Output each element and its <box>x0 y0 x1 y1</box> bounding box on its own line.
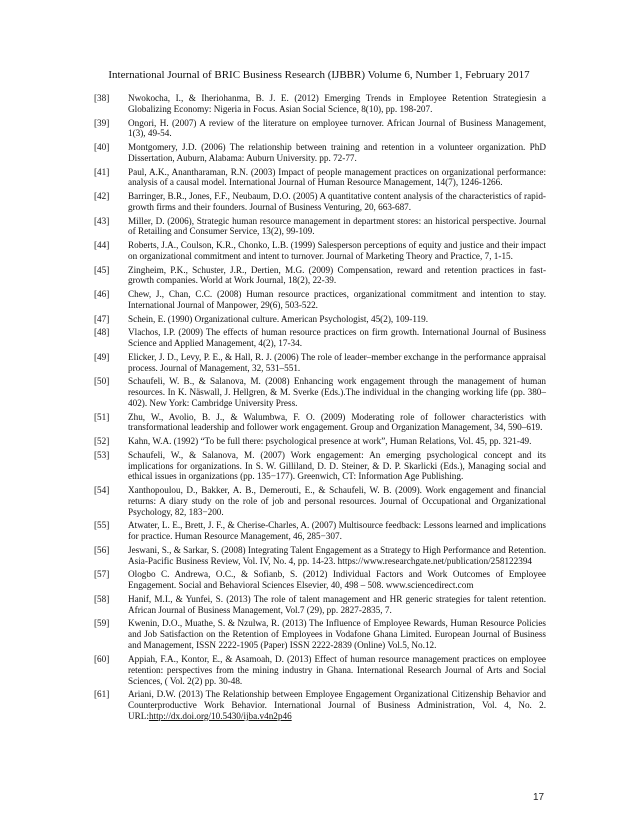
reference-list <box>94 93 546 725</box>
reference-number: [44] <box>94 240 110 250</box>
reference-item <box>94 654 546 687</box>
reference-text: Atwater, L. E., Brett, J. F., & Cherise-Charles, A. (2007) Multisource feedback: Lessons learned and implications for practice. Human Resource Management, 46, 285−307. <box>128 520 546 542</box>
reference-item <box>94 216 546 238</box>
reference-number: [56] <box>94 544 110 555</box>
reference-number: [48] <box>94 327 110 338</box>
reference-number: [45] <box>94 264 110 275</box>
reference-number: [50] <box>94 376 110 387</box>
reference-number: [47] <box>94 313 110 324</box>
reference-text: Barringer, B.R., Jones, F.F., Neubaum, D.O. (2005) A quantitative content analysis of the characteristics of rapid-growth firms and their founders. Journal of Business Venturing, 20, 663-687. <box>128 191 546 212</box>
reference-item <box>94 142 546 164</box>
reference-item <box>94 569 546 591</box>
reference-item <box>94 93 546 115</box>
reference-text: Schaufeli, W., & Salanova, M. (2007) Work engagement: An emerging psychological concept and its implications for organizations. In S. W. Gilliland, D. D. Steiner, & D. P. Skarlicki (Eds.), Managing social and ethical issues in organizations (pp. 135−177). Greenwich, CT: Information Age Publishing. <box>128 449 546 482</box>
reference-text: Kahn, W.A. (1992) “To be full there: psychological presence at work”, Human Relations, Vol. 45, pp. 321-49. <box>128 436 532 446</box>
reference-item <box>94 545 546 567</box>
reference-number: [53] <box>94 449 110 460</box>
reference-item <box>94 352 546 374</box>
url-prefix: URL: <box>128 711 149 722</box>
reference-text: Montgomery, J.D. (2006) The relationship between training and retention in a volunteer organization. PhD Dissertation, Auburn, Alabama: Auburn University. pp. 72-77. <box>128 142 546 163</box>
reference-item <box>94 520 546 542</box>
reference-text <box>128 689 546 722</box>
reference-item <box>94 376 546 409</box>
reference-number: [54] <box>94 485 110 495</box>
reference-number: [39] <box>94 117 110 128</box>
reference-item <box>94 167 546 189</box>
reference-number: [61] <box>94 689 110 700</box>
reference-item <box>94 327 546 349</box>
reference-text: Elicker, J. D., Levy, P. E., & Hall, R. J. (2006) The role of leader–member exchange in the performance appraisal process. Journal of Management, 32, 531–551. <box>128 351 546 373</box>
reference-text: Paul, A.K., Anantharaman, R.N. (2003) Impact of people management practices on organizational performance: analysis of a causal model. International Journal of Human Resource Management, 14(7), 1246-1266. <box>128 166 546 188</box>
reference-item <box>94 289 546 311</box>
reference-number: [46] <box>94 289 110 299</box>
reference-number: [40] <box>94 142 110 152</box>
reference-text: Schein, E. (1990) Organizational culture. American Psychologist, 45(2), 109-119. <box>128 313 429 324</box>
reference-item <box>94 240 546 262</box>
reference-item <box>94 689 546 722</box>
reference-text: Zhu, W., Avolio, B. J., & Walumbwa, F. O. (2009) Moderating role of follower characteristics with transformational leadership and follower work engagement. Group and Organization Management, 34, 590–619. <box>128 411 546 433</box>
reference-number: [52] <box>94 436 110 446</box>
reference-item <box>94 191 546 213</box>
reference-item <box>94 412 546 434</box>
reference-item <box>94 450 546 483</box>
reference-text: Zingheim, P.K., Schuster, J.R., Dertien, M.G. (2009) Compensation, reward and retention practices in fast-growth companies. World at Work Journal, 18(2), 22-39. <box>128 264 546 286</box>
reference-text: Nwokocha, I., & Iheriohanma, B. J. E. (2012) Emerging Trends in Employee Retention Strategiesin a Globalizing Economy: Nigeria in Focus. Asian Social Science, 8(10), pp. 198-207. <box>128 93 546 114</box>
reference-number: [55] <box>94 520 110 531</box>
reference-number: [43] <box>94 215 110 226</box>
reference-number: [41] <box>94 166 110 177</box>
reference-text: Roberts, J.A., Coulson, K.R., Chonko, L.B. (1999) Salesperson perceptions of equity and justice and their impact on organizational commitment and intent to turnover. Journal of Marketing Theory and Practice, 7, 1-15. <box>128 240 546 261</box>
reference-text: Xanthopoulou, D., Bakker, A. B., Demerouti, E., & Schaufeli, W. B. (2009). Work engagement and financial returns: A diary study on the role of job and personal resources. Journal of Occupational and Organizational Psychology, 82, 183−200. <box>128 485 546 517</box>
reference-number: [60] <box>94 653 110 664</box>
reference-number: [49] <box>94 351 110 362</box>
reference-number: [58] <box>94 593 110 604</box>
reference-number: [51] <box>94 411 110 422</box>
reference-text: Hanif, M.I., & Yunfei, S. (2013) The role of talent management and HR generic strategies for talent retention. African Journal of Business Management, Vol.7 (29), pp. 2827-2835, 7. <box>128 593 546 615</box>
reference-number: [57] <box>94 569 110 580</box>
reference-text: Jeswani, S., & Sarkar, S. (2008) Integrating Talent Engagement as a Strategy to High Performance and Retention. Asia-Pacific Business Review, Vol. IV, No. 4, pp. 14-23. https://www.researchgate.net/publication/258122394 <box>128 544 546 566</box>
reference-item <box>94 594 546 616</box>
reference-number: [42] <box>94 191 110 201</box>
reference-number: [59] <box>94 618 110 629</box>
reference-body: Ariani, D.W. (2013) The Relationship between Employee Engagement Organizational Citizenship Behavior and Counterproductive Work Behavior. International Journal of Business Administration, Vol. 4, No. 2. <box>128 689 546 711</box>
reference-text: Miller, D. (2006), Strategic human resource management in department stores: an historical perspective. Journal of Retailing and Consumer Service, 13(2), 99-109. <box>128 215 546 237</box>
running-header: International Journal of BRIC Business Research (IJBBR) Volume 6, Number 1, February 2017 <box>108 69 530 81</box>
reference-item <box>94 314 546 325</box>
reference-text: Appiah, F.A., Kontor, E., & Asamoah, D. (2013) Effect of human resource management practices on employee retention: perspectives from the mining industry in Ghana. International Research Journal of Arts and Social Sciences, ( Vol. 2(2) pp. 30-48. <box>128 653 546 686</box>
reference-text: Schaufeli, W. B., & Salanova, M. (2008) Enhancing work engagement through the management of human resources. In K. Näswall, J. Hellgren, & M. Sverke (Eds.).The individual in the changing working life (pp. 380–402). New York: Cambridge University Press. <box>128 376 546 408</box>
reference-text: Ongori, H. (2007) A review of the literature on employee turnover. African Journal of Business Management, 1(3), 49-54. <box>128 117 546 139</box>
reference-text: Chew, J., Chan, C.C. (2008) Human resource practices, organizational commitment and intention to stay. International Journal of Manpower, 29(6), 503-522. <box>128 289 546 310</box>
reference-text: Vlachos, I.P. (2009) The effects of human resource practices on firm growth. International Journal of Business Science and Applied Management, 4(2), 17-34. <box>128 327 546 348</box>
reference-item <box>94 265 546 287</box>
reference-number: [38] <box>94 93 110 103</box>
reference-item <box>94 436 546 447</box>
page-number: 17 <box>533 792 545 803</box>
reference-text: Kwenin, D.O., Muathe, S. & Nzulwa, R. (2013) The Influence of Employee Rewards, Human Resource Policies and Job Satisfaction on the Retention of Employees in Vodafone Ghana Limited. European Journal of Business and Management, ISSN 2222-1905 (Paper) ISSN 2222-2839 (Online) Vol.5, No.12. <box>128 618 546 651</box>
doi-link[interactable]: http://dx.doi.org/10.5430/ijba.v4n2p46 <box>148 711 292 722</box>
reference-item <box>94 618 546 651</box>
reference-text: Ologbo C. Andrewa, O.C., & Sofianb, S. (2012) Individual Factors and Work Outcomes of Employee Engagement. Social and Behavioral Sciences Elsevier, 40, 498 – 508. www.sciencedirect.com <box>128 569 546 591</box>
reference-item <box>94 485 546 518</box>
reference-item <box>94 118 546 140</box>
